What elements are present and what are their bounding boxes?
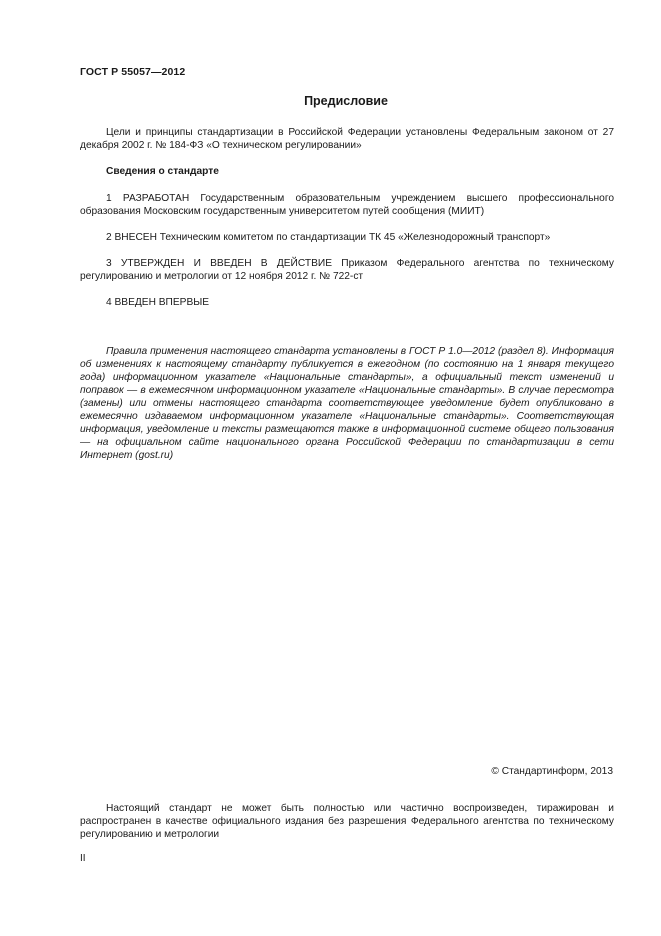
page-title: Предисловие — [304, 94, 388, 108]
copyright-line: © Стандартинформ, 2013 — [491, 766, 613, 777]
standard-info-heading: Сведения о стандарте — [106, 166, 219, 177]
intro-paragraph: Цели и принципы стандартизации в Российской Федерации установлены Федеральным законом от 27 декабря 2002 г. № 184-ФЗ «О техническом регулировании» — [80, 127, 614, 151]
reproduction-notice-paragraph: Настоящий стандарт не может быть полностью или частично воспроизведен, тиражирован и распространен в качестве официального издания без разрешения Федерального агентства по техническому регулированию и метрологии — [80, 803, 614, 840]
list-item-first-time: 4 ВВЕДЕН ВПЕРВЫЕ — [106, 297, 210, 308]
list-item-developed: 1 РАЗРАБОТАН Государственным образовательным учреждением высшего профессионального образования Московским государственным университетом путей сообщения (МИИТ) — [80, 193, 614, 217]
rules-notice-paragraph: Правила применения настоящего стандарта установлены в ГОСТ Р 1.0—2012 (раздел 8). Информация об изменениях к настоящему стандарту публикуется в ежегодном (по состоянию на 1 января текущего года) информационном указателе «Национальные стандарты», а официальный текст изменений и поправок — в ежемесячном информационном указателе «Национальные стандарты». В случае пересмотра (замены) или отмены настоящего стандарта соответствующее уведомление будет опубликовано в ежемесячно издаваемом информационном указателе «Национальные стандарты». Соответствующая информация, уведомление и тексты размещаются также в информационной системе общего пользования — на официальном сайте национального органа Российской Федерации по стандартизации в сети Интернет (gost.ru) — [80, 346, 614, 461]
page-number: II — [80, 853, 86, 864]
document-code-header: ГОСТ Р 55057—2012 — [80, 66, 186, 78]
list-item-approved: 3 УТВЕРЖДЕН И ВВЕДЕН В ДЕЙСТВИЕ Приказом Федерального агентства по техническому регулированию и метрологии от 12 ноября 2012 г. № 722-ст — [80, 258, 614, 282]
list-item-introduced: 2 ВНЕСЕН Техническим комитетом по стандартизации ТК 45 «Железнодорожный транспорт» — [106, 232, 551, 243]
